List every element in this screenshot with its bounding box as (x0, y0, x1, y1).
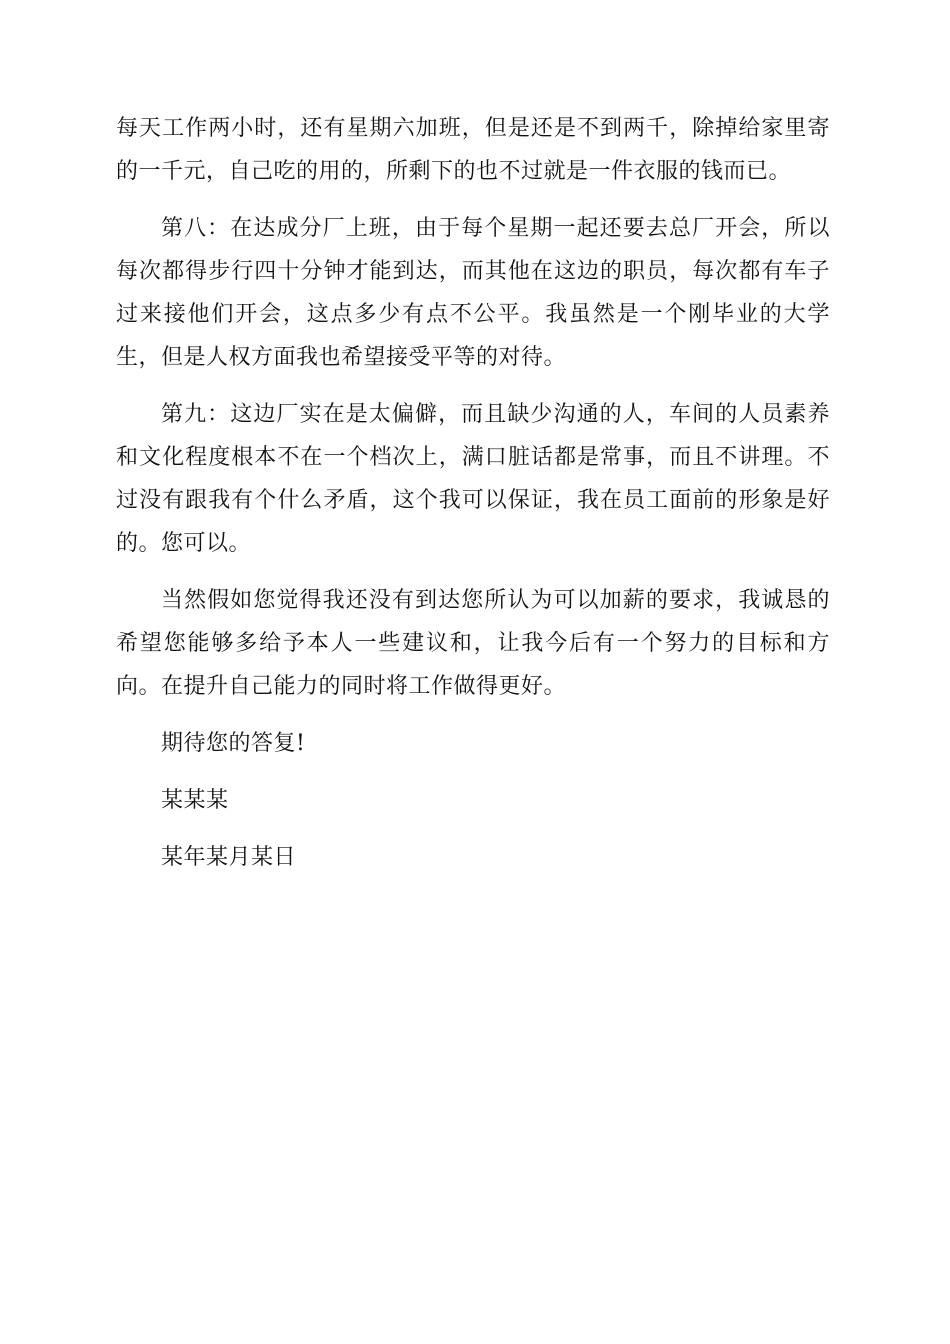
letter-body (116, 107, 830, 879)
closing-line: 期待您的答复! (161, 731, 306, 756)
paragraph-point-nine: 第九：这边厂实在是太偏僻，而且缺少沟通的人，车间的人员素养和文化程度根本不在一个档次上，满口脏话都是常事，而且不讲理。不过没有跟我有个什么矛盾，这个我可以保证，我在员工面前的形象是好的。您可以。 (116, 402, 830, 556)
signature: 某某某 (161, 788, 229, 813)
paragraph-request: 当然假如您觉得我还没有到达您所认为可以加薪的要求，我诚恳的希望您能够多给予本人一些建议和，让我今后有一个努力的目标和方向。在提升自己能力的同时将工作做得更好。 (116, 588, 830, 699)
date-line: 某年某月某日 (161, 845, 297, 870)
paragraph-point-eight: 第八：在达成分厂上班，由于每个星期一起还要去总厂开会，所以每次都得步行四十分钟才能到达，而其他在这边的职员，每次都有车子过来接他们开会，这点多少有点不公平。我虽然是一个刚毕业的大学生，但是人权方面我也希望接受平等的对待。 (116, 216, 830, 370)
paragraph-continuation: 每天工作两小时，还有星期六加班，但是还是不到两千，除掉给家里寄的一千元，自己吃的用的，所剩下的也不过就是一件衣服的钱而已。 (116, 116, 830, 184)
